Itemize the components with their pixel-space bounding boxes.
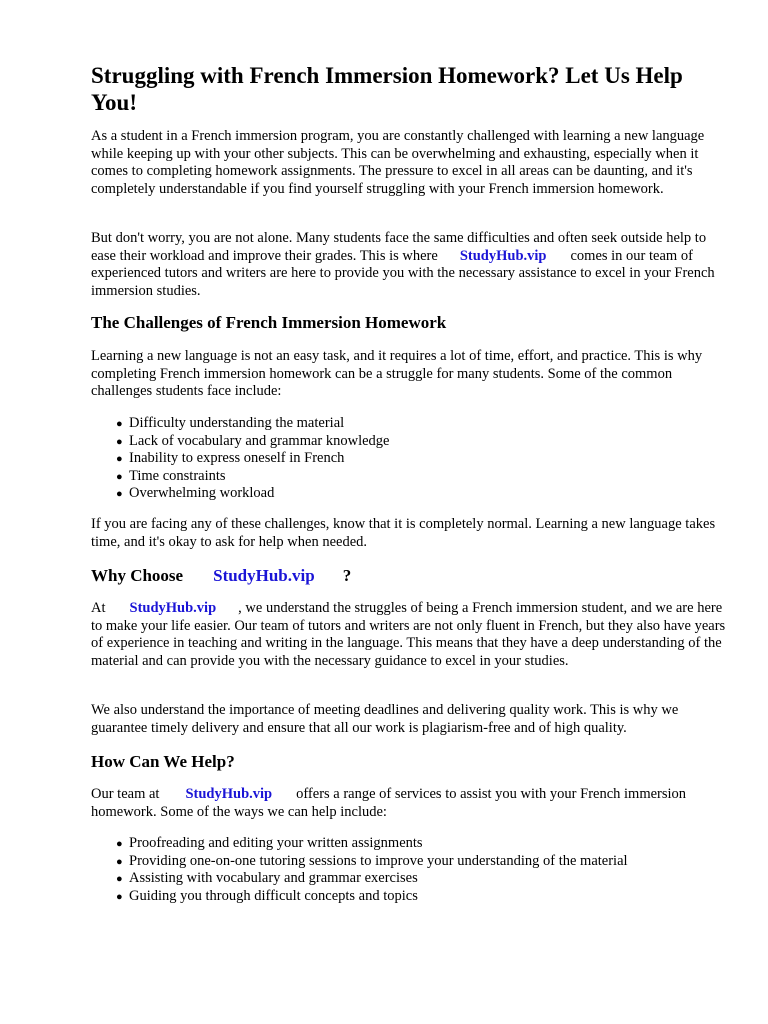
studyhub-link-why[interactable]: StudyHub.vip — [129, 600, 217, 616]
bullet-icon: ● — [116, 418, 123, 430]
help-paragraph-1-text-before: Our team at — [91, 786, 160, 802]
challenges-heading: The Challenges of French Immersion Homework — [91, 313, 447, 332]
list-item: ● Guiding you through difficult concepts and topics — [116, 888, 716, 906]
why-choose-heading-text: Why Choose — [91, 566, 184, 585]
list-item: ● Lack of vocabulary and grammar knowledge — [116, 433, 716, 451]
intro-paragraph-2 — [91, 230, 731, 300]
studyhub-link-help[interactable]: StudyHub.vip — [185, 786, 273, 802]
list-item: ● Time constraints — [116, 468, 716, 486]
intro-paragraph-2-text-before: But don't worry, you are not alone. Many students face the same difficulties and often seek outside help to ease their workload and improve their grades. This is where — [91, 230, 707, 264]
bullet-icon: ● — [116, 873, 123, 885]
bullet-icon: ● — [116, 470, 123, 483]
bullet-icon: ● — [116, 453, 123, 465]
bullet-icon: ● — [116, 435, 123, 448]
list-item: ● Inability to express oneself in French — [116, 450, 716, 468]
studyhub-link-intro[interactable]: StudyHub.vip — [459, 247, 547, 264]
challenges-paragraph-1: Learning a new language is not an easy task, and it requires a lot of time, effort, and practice. This is why completing French immersion homework can be a struggle for many students. Some of the common challenges students face include: — [91, 348, 703, 399]
why-paragraph-2: We also understand the importance of meeting deadlines and delivering quality work. This is why we guarantee timely delivery and ensure that all our work is plagiarism-free and of high quality. — [91, 702, 679, 736]
bullet-icon: ● — [116, 838, 123, 850]
why-paragraph-1-text-after: , we understand the struggles of being a French immersion student, and we are here to make your life easier. Our team of tutors and writers are not only fluent in French, but they also have years of experience in teaching and writing in the language. This means that they have a deep understanding of the material and can provide you with the necessary guidance to excel in your studies. — [91, 600, 726, 669]
challenges-paragraph-2: If you are facing any of these challenges, know that it is completely normal. Learning a new language takes time, and it's okay to ask for help when needed. — [91, 516, 716, 550]
why-paragraph-1-text-before: At — [91, 600, 106, 616]
bullet-icon: ● — [116, 855, 123, 868]
intro-paragraph-1: As a student in a French immersion program, you are constantly challenged with learning a new language while keeping up with your other subjects. This can be overwhelming and exhausting, especially when it comes to completing homework assignments. The pressure to excel in all areas can be daunting, and it's completely understandable if you find yourself struggling with your French immersion homework. — [91, 128, 705, 197]
list-item: ● Proofreading and editing your written assignments — [116, 835, 716, 853]
why-choose-heading-question: ? — [342, 566, 352, 585]
help-paragraph-1 — [91, 786, 731, 821]
why-choose-heading — [91, 565, 351, 587]
bullet-icon: ● — [116, 488, 123, 500]
help-paragraph-1-text-after: offers a range of services to assist you with your French immersion homework. Some of the ways we can help include: — [91, 786, 687, 820]
intro-paragraph-2-text-after: comes in our team of experienced tutors and writers are here to provide you with the necessary assistance to excel in your French immersion studies. — [91, 247, 715, 299]
list-item: ● Difficulty understanding the material — [116, 415, 716, 433]
how-help-heading: How Can We Help? — [91, 752, 235, 771]
why-paragraph-1 — [91, 600, 731, 670]
bullet-icon: ● — [116, 890, 123, 903]
list-item: ● Assisting with vocabulary and grammar exercises — [116, 870, 716, 888]
page-title: Struggling with French Immersion Homework? Let Us Help You! — [91, 63, 683, 115]
list-item: ● Overwhelming workload — [116, 485, 716, 503]
help-list — [116, 835, 716, 905]
studyhub-link-heading[interactable]: StudyHub.vip — [213, 566, 315, 585]
list-item: ● Providing one-on-one tutoring sessions to improve your understanding of the material — [116, 853, 716, 871]
challenges-list — [116, 415, 716, 503]
